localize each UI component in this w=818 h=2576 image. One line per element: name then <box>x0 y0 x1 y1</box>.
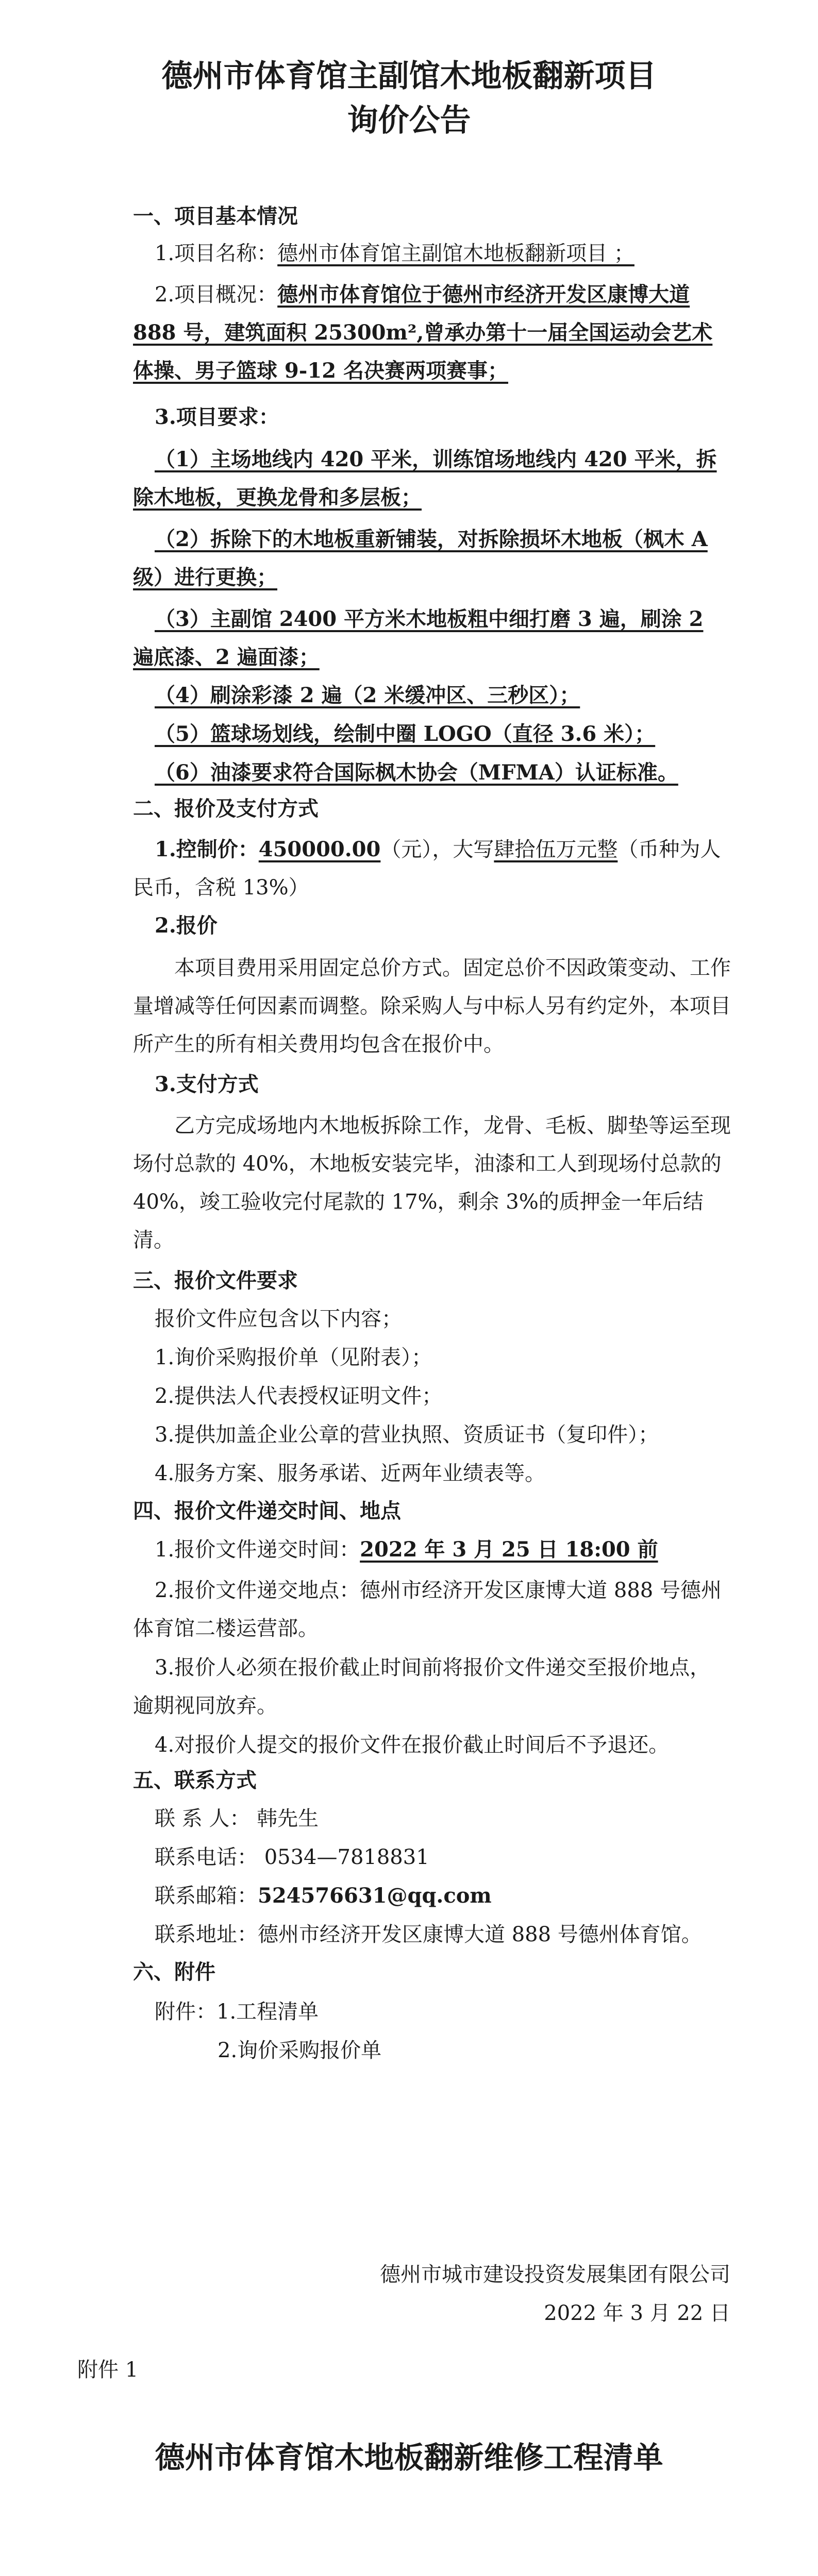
attachment-1-title: 德州市体育馆木地板翻新维修工程清单 <box>155 2440 663 2475</box>
docs-intro: 报价文件应包含以下内容； <box>155 1307 402 1331</box>
submit-time <box>155 1534 658 1565</box>
submit-time-label: 1.报价文件递交时间： <box>155 1538 360 1562</box>
section-1-heading: 一、项目基本情况 <box>133 204 298 228</box>
control-price <box>133 831 731 907</box>
requirement-1: （1）主场地线内 420 平米，训练馆场地线内 420 平米，拆除木地板，更换龙骨和多层板； <box>133 447 717 510</box>
payment-heading: 3.支付方式 <box>155 1072 259 1096</box>
contact-email-value: 524576631@qq.com <box>258 1884 492 1908</box>
project-overview <box>133 276 731 390</box>
contact-email-label: 联系邮箱： <box>155 1884 258 1908</box>
no-return-rule: 4.对报价人提交的报价文件在报价截止时间后不予退还。 <box>155 1733 670 1757</box>
requirement-2: （2）拆除下的木地板重新铺装，对拆除损坏木地板（枫木 A 级）进行更换； <box>133 527 708 589</box>
requirement-4: （4）刷涂彩漆 2 遍（2 米缓冲区、三秒区）； <box>155 683 580 707</box>
section-3-heading: 三、报价文件要求 <box>133 1268 298 1293</box>
attachment-1-label: 附件 1 <box>77 2358 139 2382</box>
submit-rule: 3.报价人必须在报价截止时间前将报价文件递交至报价地点，逾期视同放弃。 <box>133 1656 711 1718</box>
control-price-value: 450000.00 <box>258 837 381 861</box>
quote-text: 本项目费用采用固定总价方式。固定总价不因政策变动、工作量增减等任何因素而调整。除采购人与中标人另有约定外，本项目所产生的所有相关费用均包含在报价中。 <box>133 956 731 1056</box>
section-2-heading: 二、报价及支付方式 <box>133 796 319 821</box>
section-5-heading: 五、联系方式 <box>133 1768 257 1792</box>
issue-date: 2022 年 3 月 22 日 <box>544 2301 730 2325</box>
title-line-2: 询价公告 <box>347 103 471 139</box>
control-price-note: （币种为人民币，含税 13%） <box>133 838 721 900</box>
control-price-unit: （元），大写 <box>380 838 494 861</box>
requirements-heading: 3.项目要求： <box>155 405 279 429</box>
doc-item-2: 2.提供法人代表授权证明文件； <box>155 1384 443 1408</box>
doc-item-1: 1.询价采购报价单（见附表）； <box>155 1346 432 1369</box>
contact-email <box>155 1880 492 1911</box>
contact-address: 联系地址：德州市经济开发区康博大道 888 号德州体育馆。 <box>155 1923 702 1946</box>
issuer-org: 德州市城市建设投资发展集团有限公司 <box>380 2263 730 2286</box>
contact-person: 联 系 人： 韩先生 <box>155 1807 319 1831</box>
overview-label: 2.项目概况： <box>155 283 278 307</box>
contact-phone: 联系电话： 0534—7818831 <box>155 1845 429 1869</box>
overview-text: 德州市体育馆位于德州市经济开发区康博大道 888 号，建筑面积 25300m²,曾承办第十一届全国运动会艺术体操、男子篮球 9-12 名决赛两项赛事； <box>133 282 713 383</box>
project-name-value: 德州市体育馆主副馆木地板翻新项目 ； <box>277 242 635 265</box>
control-price-label: 1.控制价： <box>155 837 259 861</box>
requirement-5: （5）篮球场划线，绘制中圈 LOGO（直径 3.6 米）； <box>155 722 656 746</box>
requirement-3: （3）主副馆 2400 平方米木地板粗中细打磨 3 遍，刷涂 2 遍底漆、2 遍面漆； <box>133 607 704 669</box>
announcement-title <box>0 54 818 143</box>
doc-item-4: 4.服务方案、服务承诺、近两年业绩表等。 <box>155 1462 546 1485</box>
payment-text: 乙方完成场地内木地板拆除工作，龙骨、毛板、脚垫等运至现场付总款的 40%，木地板安装完毕，油漆和工人到现场付总款的 40%，竣工验收完付尾款的 17%，剩余 3%的质押金一年后结清。 <box>133 1114 731 1252</box>
section-6-heading: 六、附件 <box>133 1960 215 1984</box>
control-price-chinese: 肆拾伍万元整 <box>494 838 618 861</box>
quote-heading: 2.报价 <box>155 913 218 938</box>
submit-place: 2.报价文件递交地点：德州市经济开发区康博大道 888 号德州体育馆二楼运营部。 <box>133 1579 722 1640</box>
doc-item-3: 3.提供加盖企业公章的营业执照、资质证书（复印件）； <box>155 1423 659 1447</box>
title-line-1: 德州市体育馆主副馆木地板翻新项目 <box>161 58 657 94</box>
section-4-heading: 四、报价文件递交时间、地点 <box>133 1499 401 1523</box>
requirement-6: （6）油漆要求符合国际枫木协会（MFMA）认证标准。 <box>155 760 678 785</box>
submit-time-value: 2022 年 3 月 25 日 18:00 前 <box>360 1537 658 1562</box>
attachment-list-item-1: 1.工程清单 <box>216 2000 319 2024</box>
attachment-list-item-2: 2.询价采购报价单 <box>218 2039 382 2062</box>
project-name <box>155 238 635 269</box>
attachment-list-1 <box>155 1996 319 2027</box>
project-name-label: 1.项目名称： <box>155 242 278 265</box>
attachment-list-label: 附件： <box>155 2000 216 2024</box>
